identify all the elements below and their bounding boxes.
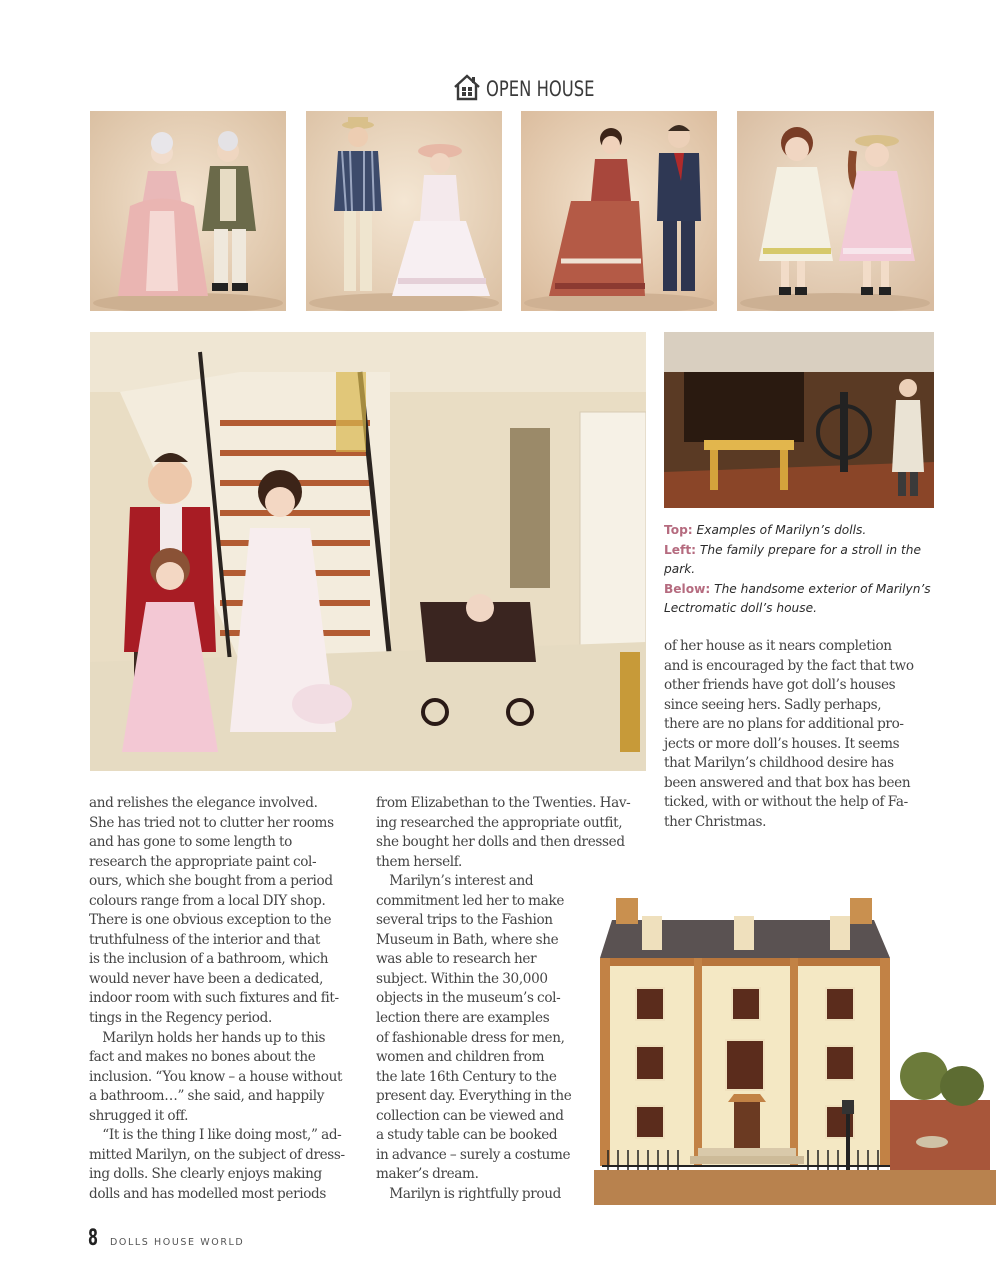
text-line: present day. Everything in the xyxy=(376,1088,572,1105)
photo-dolls-girls xyxy=(737,111,934,311)
text-line: is the inclusion of a bathroom, which xyxy=(89,951,329,968)
text-line: research the appropriate paint col- xyxy=(89,853,317,870)
text-line: lection there are examples xyxy=(376,1010,550,1027)
text-line: ther Christmas. xyxy=(664,813,767,830)
text-line: Marilyn is rightfully proud xyxy=(376,1185,561,1202)
text-line: was able to research her xyxy=(376,951,537,968)
text-line: objects in the museum’s col- xyxy=(376,990,561,1007)
caption-top-text: Examples of Marilyn’s dolls. xyxy=(696,523,867,537)
photo-dolls-victorian xyxy=(521,111,717,311)
text-line: Marilyn’s interest and xyxy=(376,873,534,890)
text-line: She has tried not to clutter her rooms xyxy=(89,814,334,831)
page-footer xyxy=(88,1226,244,1251)
text-line: collection can be viewed and xyxy=(376,1107,564,1124)
article-column-3 xyxy=(664,637,938,832)
caption-left-text-2: park. xyxy=(664,562,696,576)
photo-dolls-house-exterior xyxy=(594,880,996,1205)
text-line: and has gone to some length to xyxy=(89,834,292,851)
text-line: them herself. xyxy=(376,853,462,870)
caption-left-label: Left: xyxy=(664,542,697,557)
text-line: been answered and that box has been xyxy=(664,774,911,791)
text-line: would never have been a dedicated, xyxy=(89,970,324,987)
house-icon xyxy=(452,72,482,106)
text-line: other friends have got doll’s houses xyxy=(664,677,896,694)
text-line: women and children from xyxy=(376,1049,545,1066)
photo-workshop xyxy=(664,332,934,508)
caption-below-text-2: Lectromatic doll’s house. xyxy=(664,601,818,615)
text-line: mitted Marilyn, on the subject of dress- xyxy=(89,1146,345,1163)
text-line: a study table can be booked xyxy=(376,1127,558,1144)
text-line: she bought her dolls and then dressed xyxy=(376,834,625,851)
text-line: since seeing hers. Sadly perhaps, xyxy=(664,696,882,713)
text-line: subject. Within the 30,000 xyxy=(376,970,548,987)
text-line: of her house as it nears completion xyxy=(664,638,892,654)
text-line: Marilyn holds her hands up to this xyxy=(89,1029,326,1046)
text-line: fact and makes no bones about the xyxy=(89,1049,316,1066)
caption-left-text-1: The family prepare for a stroll in the xyxy=(699,542,921,557)
photo-family-hallway xyxy=(90,332,646,771)
text-line: ing researched the appropriate outfit, xyxy=(376,814,623,831)
text-line: a bathroom…” she said, and happily xyxy=(89,1088,325,1105)
text-line: maker’s dream. xyxy=(376,1166,479,1183)
caption-top-label: Top: xyxy=(664,523,693,537)
text-line: the late 16th Century to the xyxy=(376,1068,557,1085)
article-column-1 xyxy=(89,794,359,1204)
text-line: indoor room with such fixtures and fit- xyxy=(89,990,339,1007)
text-line: ticked, with or without the help of Fa- xyxy=(664,794,908,811)
text-line: there are no plans for additional pro- xyxy=(664,716,904,733)
text-line: colours range from a local DIY shop. xyxy=(89,892,326,909)
text-line: truthfulness of the interior and that xyxy=(89,931,320,948)
text-line: tings in the Regency period. xyxy=(89,1010,272,1027)
page-number: 8 xyxy=(88,1226,98,1251)
text-line: ours, which she bought from a period xyxy=(89,873,333,890)
text-line: and relishes the elegance involved. xyxy=(89,795,318,811)
publication-name: DOLLS HOUSE WORLD xyxy=(110,1237,245,1248)
text-line: several trips to the Fashion xyxy=(376,912,553,929)
text-line: commitment led her to make xyxy=(376,892,565,909)
section-title: OPEN HOUSE xyxy=(486,77,595,101)
text-line: shrugged it off. xyxy=(89,1107,189,1124)
text-line: jects or more doll’s houses. It seems xyxy=(664,735,900,752)
caption-below-label: Below: xyxy=(664,581,711,596)
section-header xyxy=(452,72,625,106)
text-line: dolls and has modelled most periods xyxy=(89,1185,327,1202)
text-line: that Marilyn’s childhood desire has xyxy=(664,755,894,772)
text-line: of fashionable dress for men, xyxy=(376,1029,565,1046)
photo-caption xyxy=(664,521,938,619)
photo-dolls-18th-century xyxy=(90,111,286,311)
text-line: ing dolls. She clearly enjoys making xyxy=(89,1166,322,1183)
text-line: “It is the thing I like doing most,” ad- xyxy=(89,1127,342,1144)
text-line: in advance – surely a costume xyxy=(376,1146,571,1163)
text-line: Museum in Bath, where she xyxy=(376,931,559,948)
text-line: from Elizabethan to the Twenties. Hav- xyxy=(376,795,631,811)
caption-below-text-1: The handsome exterior of Marilyn’s xyxy=(714,581,931,596)
text-line: There is one obvious exception to the xyxy=(89,912,332,929)
text-line: and is encouraged by the fact that two xyxy=(664,657,914,674)
text-line: inclusion. “You know – a house without xyxy=(89,1068,343,1085)
photo-dolls-boater-hats xyxy=(306,111,502,311)
